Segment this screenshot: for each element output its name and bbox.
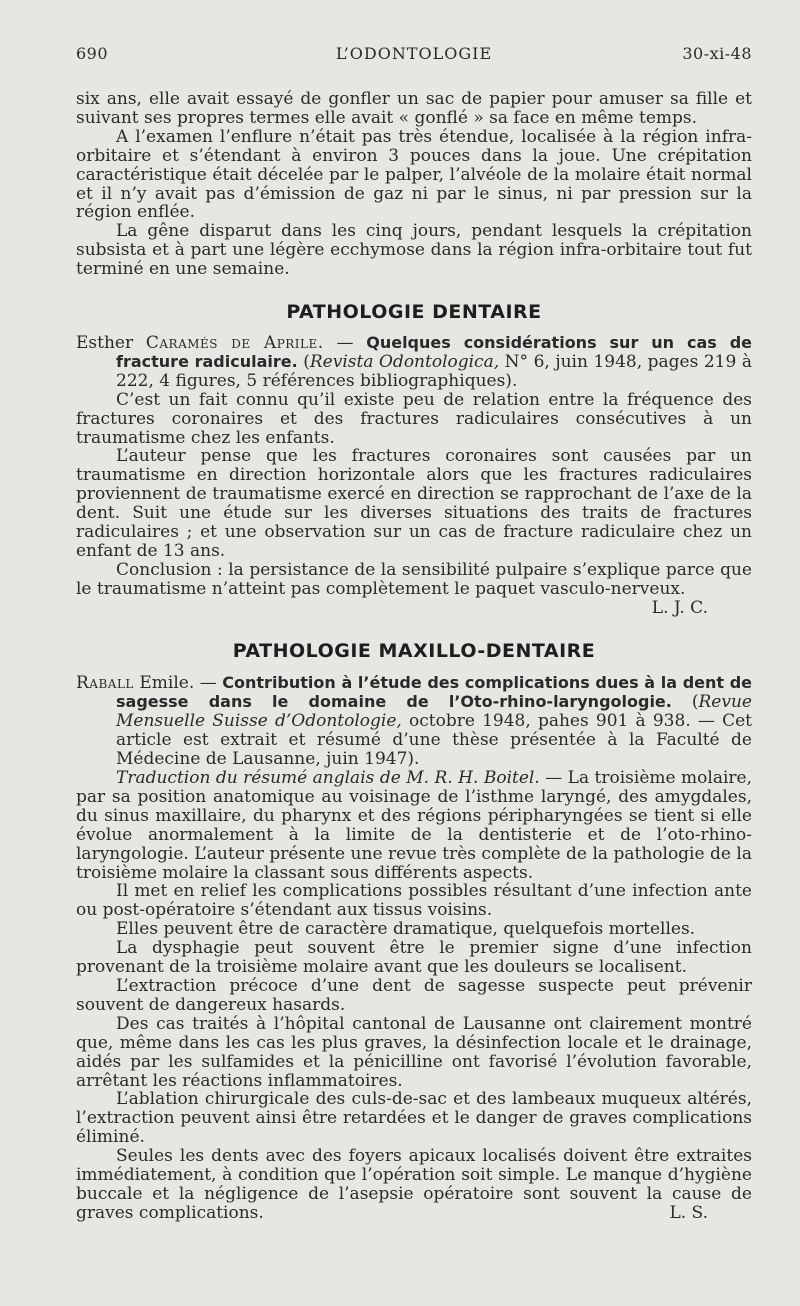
article-title: Contribution à l’étude des complications dues à la dent de sagesse dans le domaine de l’Oto-rhino-laryngologie. bbox=[116, 673, 753, 712]
section-heading-pathologie-maxillo-dentaire: PATHOLOGIE MAXILLO-DENTAIRE bbox=[232, 639, 596, 662]
citation-details: octobre 1948, pahes 901 à 938. — Cet article est extrait et résumé d’une thèse présentée à la Faculté de Médecine de Lausanne, juin 1947). bbox=[116, 711, 753, 770]
journal-name: Revue Mensuelle Suisse d’Odontologie, bbox=[116, 692, 752, 732]
page-number: 690 bbox=[76, 44, 109, 63]
author-first-name: Esther bbox=[76, 332, 134, 353]
running-header bbox=[76, 44, 752, 70]
section-heading-pathologie-dentaire: PATHOLOGIE DENTAIRE bbox=[286, 301, 542, 324]
paragraph: Il met en relief les complications possibles résultant d’une infection ante ou post-opératoire s’étendant aux tissus voisins. bbox=[76, 881, 752, 921]
citation-details: N° 6, juin 1948, pages 219 à 222, 4 figures, 5 références bibliographiques). bbox=[116, 351, 752, 391]
reviewer-signature: L. S. bbox=[669, 1202, 708, 1223]
paragraph: Des cas traités à l’hôpital cantonal de Lausanne ont clairement montré que, même dans les cas les plus graves, la désinfection locale et le drainage, aidés par les sulfamides et la pénicilline ont favorisé l’évolution favorable, arrêtant les réactions inflammatoires. bbox=[76, 1013, 752, 1091]
paren: ( bbox=[297, 351, 310, 372]
page-body bbox=[76, 90, 752, 1223]
author-last-name: Caramés de Aprile. bbox=[145, 332, 324, 353]
translation-credit: Traduction du résumé anglais de M. R. H. Boitel. bbox=[116, 768, 540, 788]
paragraph bbox=[76, 1147, 752, 1223]
issue-date: 30-xi-48 bbox=[682, 44, 752, 63]
paragraph-text: — La troisième molaire, par sa position anatomique au voisinage de l’isthme laryngé, des amygdales, du sinus maxillaire, du pharynx et des régions péripharyngées se tient si elle évolue anormalement à la limite de la dentisterie et de l’oto-rhino-laryngologie. L’auteur présente une revue très complète de la pathologie de la troisième molaire la classant sous différents aspects. bbox=[76, 768, 753, 883]
dash: — bbox=[194, 673, 223, 694]
paragraph: six ans, elle avait essayé de gonfler un sac de papier pour amuser sa fille et suivant ses propres termes elle avait « gonflé » sa face en même temps. bbox=[76, 89, 752, 128]
paragraph: L’auteur pense que les fractures coronaires sont causées par un traumatisme en direction horizontale alors que les fractures radiculaires proviennent de traumatisme exercé en direction se rapprochant de l’axe de la dent. Suit une étude sur les diverses situations des traits de fractures radiculaires ; et une observation sur un cas de fracture radiculaire chez un enfant de 13 ans. bbox=[76, 446, 752, 561]
article-reference bbox=[76, 334, 752, 391]
paragraph: Conclusion : la persistance de la sensibilité pulpaire s’explique parce que le traumatisme n’atteint pas complètement le paquet vasculo-nerveux. bbox=[76, 559, 752, 599]
paragraph: La dysphagie peut souvent être le premier signe d’une infection provenant de la troisième molaire avant que les douleurs se localisent. bbox=[76, 938, 752, 978]
paren: ( bbox=[671, 692, 699, 713]
dash: — bbox=[323, 332, 367, 353]
journal-title: L’ODONTOLOGIE bbox=[335, 44, 493, 63]
paragraph: La gêne disparut dans les cinq jours, pendant lesquels la crépitation subsista et à part une légère ecchymose dans la région infra-orbitaire tout fut terminé en une semaine. bbox=[76, 221, 752, 280]
paragraph: L’ablation chirurgicale des culs-de-sac et des lambeaux muqueux altérés, l’extraction peuvent ainsi être retardées et le danger de graves complications éliminé. bbox=[76, 1089, 752, 1148]
paragraph: Elles peuvent être de caractère dramatique, quelquefois mortelles. bbox=[116, 919, 696, 940]
article-reference bbox=[76, 674, 752, 769]
paragraph: A l’examen l’enflure n’était pas très étendue, localisée à la région infra-orbitaire et s’étendant à environ 3 pouces dans la joue. Une crépitation caractéristique était décelée par le palper, l’alvéole de la molaire était normal et il n’y avait pas d’émission de gaz ni par le sinus, ni par pression sur la région enflée. bbox=[76, 126, 752, 223]
reviewer-signature: L. J. C. bbox=[651, 597, 708, 618]
author-last-name: Raball bbox=[76, 673, 134, 694]
paragraph bbox=[76, 769, 752, 882]
paragraph: L’extraction précoce d’une dent de sagesse suspecte peut prévenir souvent de dangereux hasards. bbox=[76, 975, 752, 1015]
journal-name: Revista Odontologica, bbox=[309, 351, 500, 372]
paragraph: C’est un fait connu qu’il existe peu de relation entre la fréquence des fractures coronaires et des fractures radiculaires consécutives à un traumatisme chez les enfants. bbox=[76, 389, 752, 448]
author-first-name: Emile. bbox=[133, 673, 195, 694]
paragraph-text: Seules les dents avec des foyers apicaux localisés doivent être extraites immédiatement, à condition que l’opération soit simple. Le manque d’hygiène buccale et la négligence de l’asepsie opératoire sont souvent la cause de graves complications. bbox=[76, 1146, 752, 1223]
article-title: Quelques considérations sur un cas de fracture radiculaire. bbox=[116, 332, 753, 371]
